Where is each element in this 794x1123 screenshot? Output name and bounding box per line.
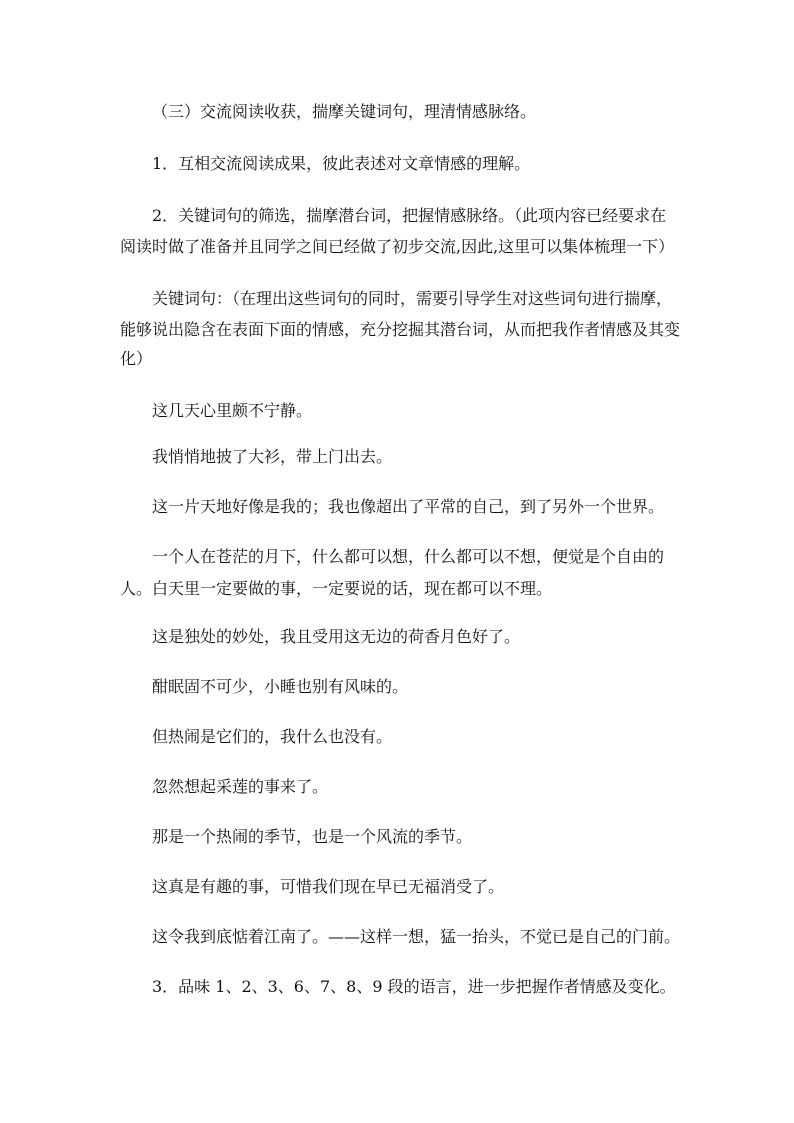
quote-5: 这是独处的妙处，我且受用这无边的荷香月色好了。 xyxy=(152,627,521,646)
quote-11: 这令我到底惦着江南了。——这样一想，猛一抬头，不觉已是自己的门前。 xyxy=(152,927,681,946)
key-phrases-line-2: 能够说出隐含在表面下面的情感，充分挖掘其潜台词，从而把我作者情感及其变 xyxy=(120,320,681,339)
item-2-line-1: 2．关键词句的筛选，揣摩潜台词，把握情感脉络。（此项内容已经要求在 xyxy=(152,206,667,225)
quote-2: 我悄悄地披了大衫，带上门出去。 xyxy=(152,447,393,466)
item-2-line-2: 阅读时做了准备并且同学之间已经做了初步交流,因此,这里可以集体梳理一下） xyxy=(120,237,675,256)
quote-4-line-1: 一个人在苍茫的月下，什么都可以想，什么都可以不想，便觉是个自由的 xyxy=(152,547,665,566)
quote-1: 这几天心里颇不宁静。 xyxy=(152,401,313,420)
quote-8: 忽然想起采莲的事来了。 xyxy=(152,777,329,796)
key-phrases-line-1: 关键词句：（在理出这些词句的同时，需要引导学生对这些词句进行揣摩， xyxy=(152,289,673,308)
section-heading: （三）交流阅读收获，揣摩关键词句，理清情感脉络。 xyxy=(152,102,537,121)
item-3: 3．品味 1、2、3、6、7、8、9 段的语言，进一步把握作者情感及变化。 xyxy=(152,977,676,996)
quote-7: 但热闹是它们的，我什么也没有。 xyxy=(152,727,393,746)
quote-9: 那是一个热闹的季节，也是一个风流的季节。 xyxy=(152,827,473,846)
quote-3: 这一片天地好像是我的；我也像超出了平常的自己，到了另外一个世界。 xyxy=(152,497,665,516)
quote-10: 这真是有趣的事，可惜我们现在早已无福消受了。 xyxy=(152,877,505,896)
key-phrases-line-3: 化） xyxy=(120,349,153,368)
quote-6: 酣眠固不可少，小睡也别有风味的。 xyxy=(152,677,409,696)
quote-4-line-2: 人。白天里一定要做的事，一定要说的话，现在都可以不理。 xyxy=(120,579,553,598)
item-1: 1．互相交流阅读成果，彼此表述对文章情感的理解。 xyxy=(152,154,531,173)
